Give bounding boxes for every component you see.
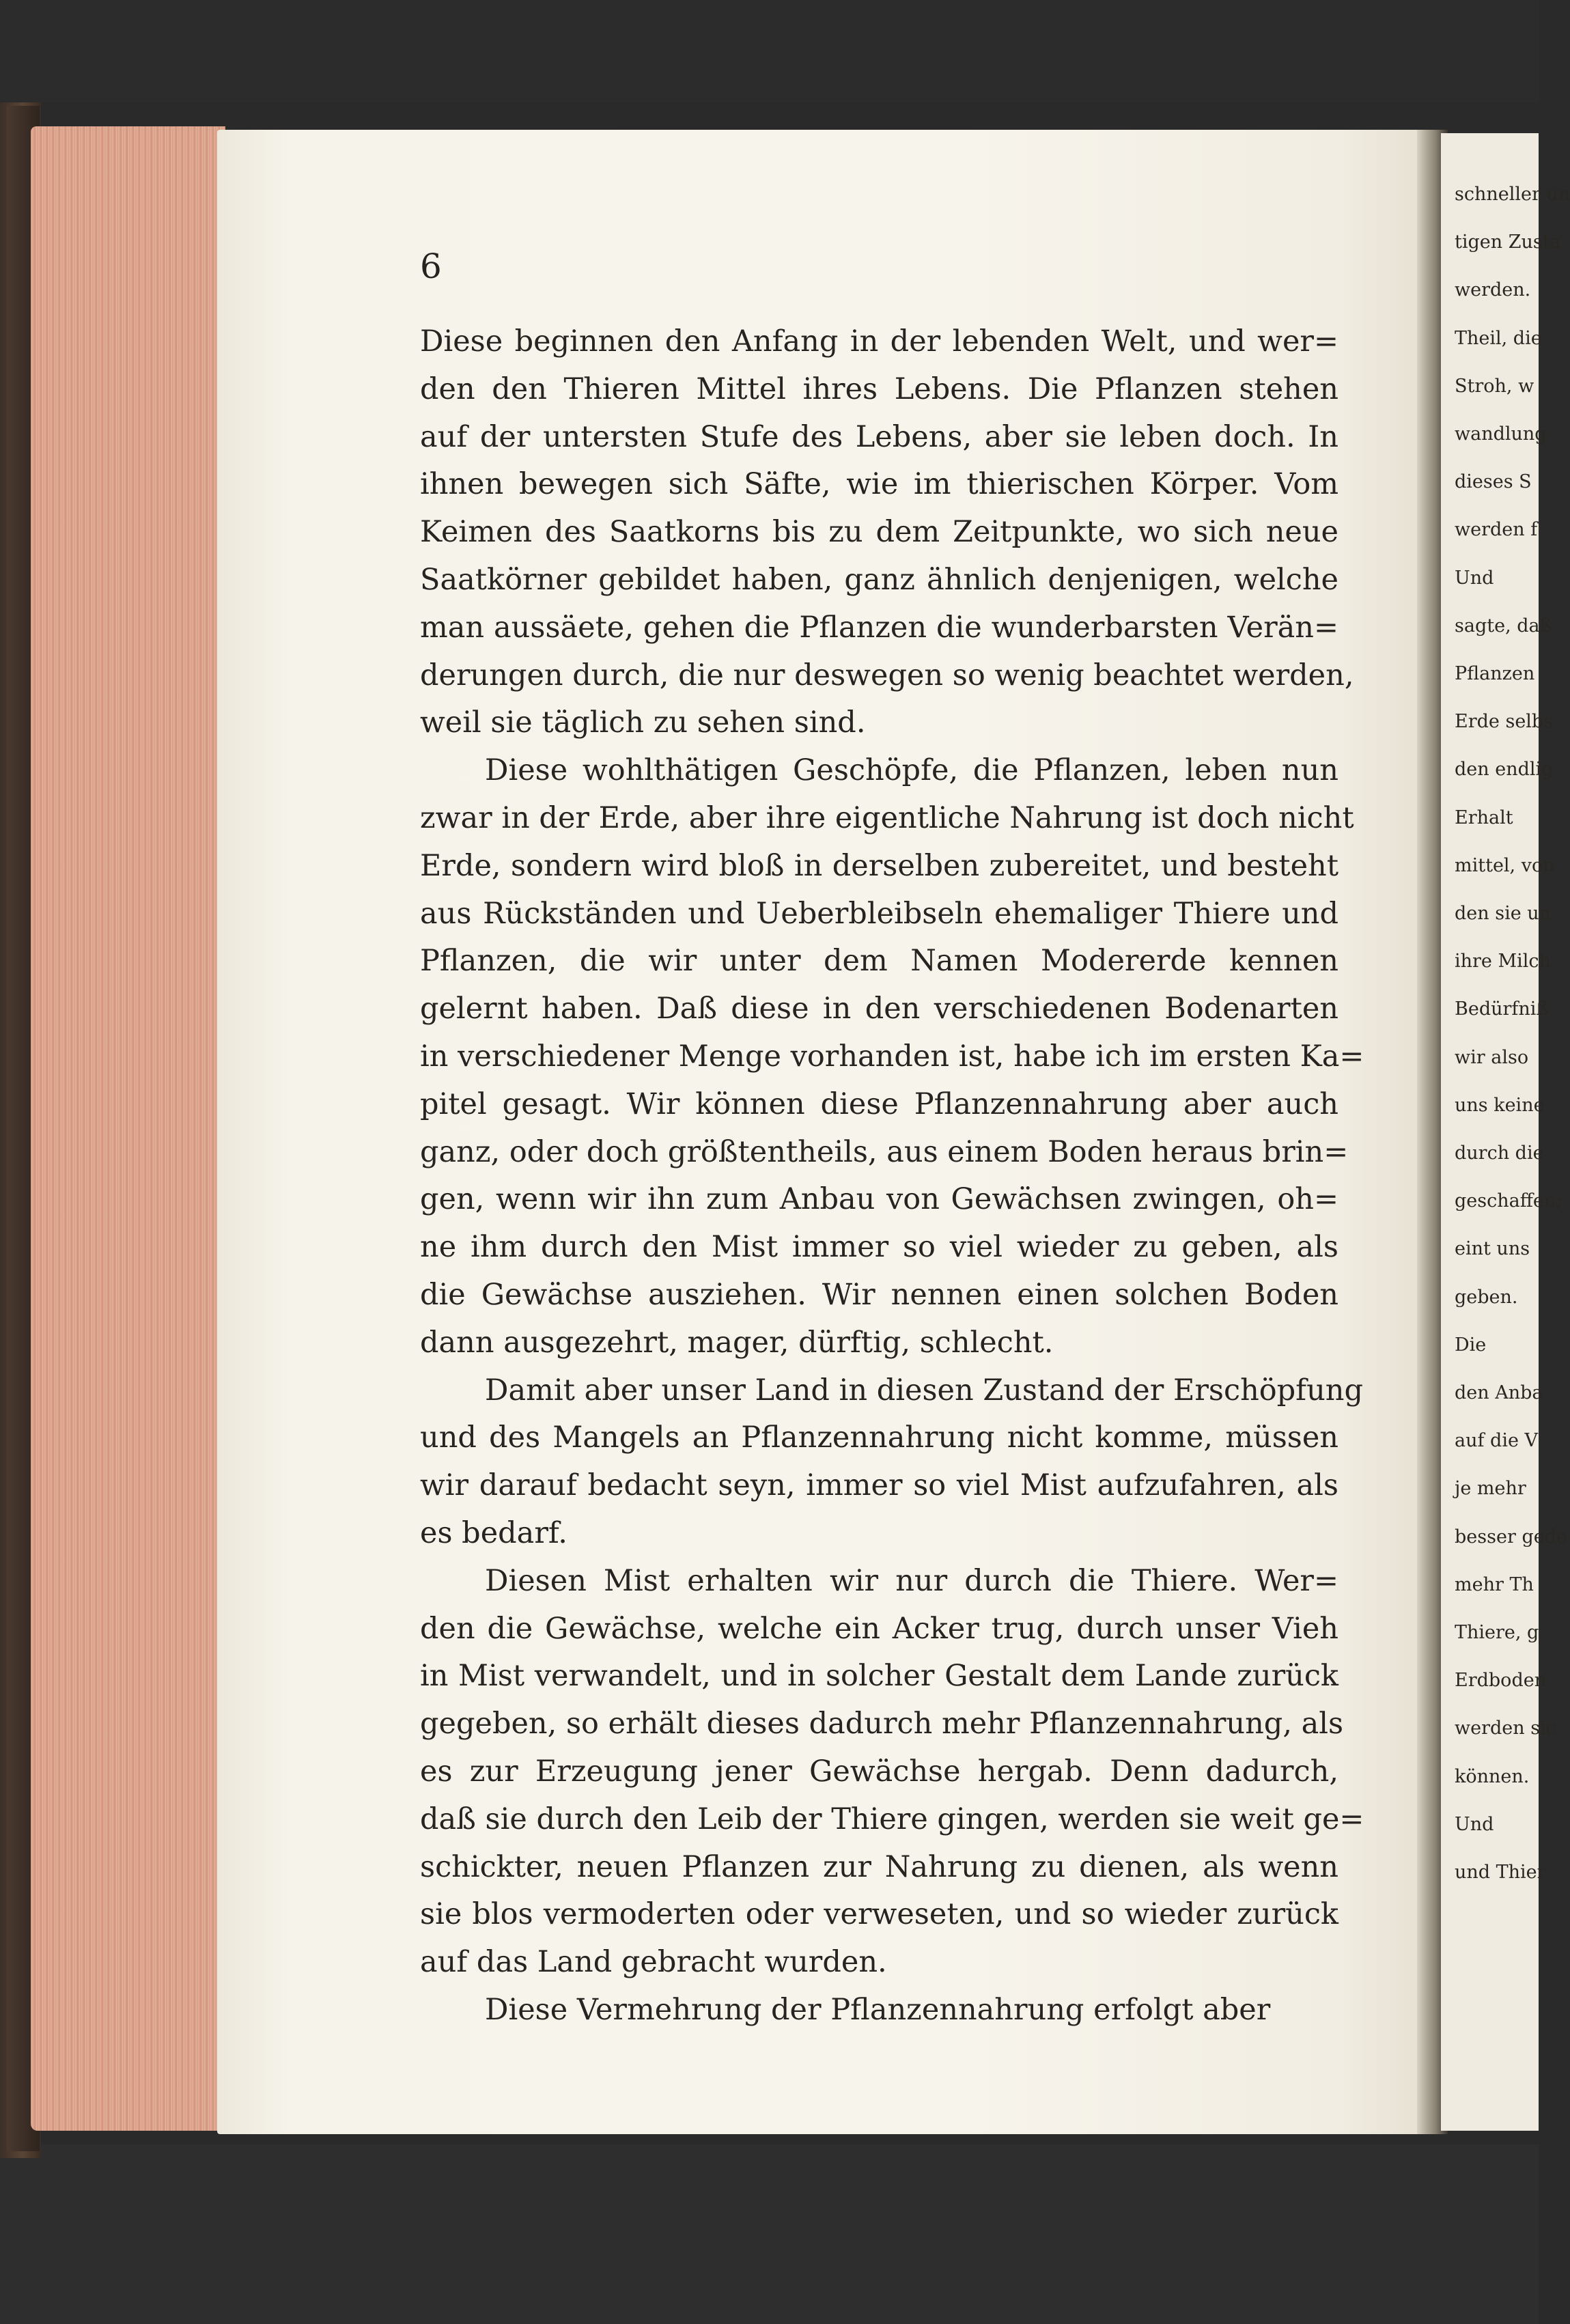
text-line: gegeben, so erhält dieses dadurch mehr Pflanzennahrung, als xyxy=(420,1707,1344,1741)
text-line: Diesen Mist erhalten wir nur durch die Thiere. Wer= xyxy=(485,1563,1338,1598)
text-line: den den Thieren Mittel ihres Lebens. Die Pflanzen stehen xyxy=(420,372,1338,406)
right-page-line: können. xyxy=(1455,1765,1530,1787)
text-line: es bedarf. xyxy=(420,1516,567,1550)
right-page-line: Erhalt xyxy=(1455,807,1513,828)
right-page-line: werden. xyxy=(1455,279,1531,301)
right-page-line: geben. xyxy=(1455,1286,1518,1308)
text-line: ihnen bewegen sich Säfte, wie im thierischen Körper. Vom xyxy=(420,467,1338,502)
page-number: 6 xyxy=(420,247,442,286)
right-page-line: Und xyxy=(1455,1813,1494,1835)
text-line: Saatkörner gebildet haben, ganz ähnlich denjenigen, welche xyxy=(420,563,1338,597)
right-page-line: Die xyxy=(1455,1334,1487,1356)
right-page-line: durch die xyxy=(1455,1143,1544,1164)
right-page-line: uns keine xyxy=(1455,1094,1545,1116)
right-page-line: tigen Zusta xyxy=(1455,232,1561,253)
text-line: gelernt haben. Daß diese in den verschiedenen Bodenarten xyxy=(420,992,1338,1026)
right-page-line: mehr Th xyxy=(1455,1573,1534,1595)
text-line: sie blos vermoderten oder verweseten, und so wieder zurück xyxy=(420,1897,1338,1932)
text-line: man aussäete, gehen die Pflanzen die wunderbarsten Verän= xyxy=(420,610,1338,645)
text-line: daß sie durch den Leib der Thiere gingen, werden sie weit ge= xyxy=(420,1802,1364,1836)
text-line: pitel gesagt. Wir können diese Pflanzennahrung aber auch xyxy=(420,1087,1338,1121)
right-page-line: wir also xyxy=(1455,1046,1529,1068)
right-page-line: Thiere, g xyxy=(1455,1622,1539,1643)
right-page-line: Bedürfniß xyxy=(1455,998,1549,1020)
right-page-line: auf die V xyxy=(1455,1430,1539,1452)
text-line: auf das Land gebracht wurden. xyxy=(420,1945,887,1980)
text-line: in Mist verwandelt, und in solcher Gestalt dem Lande zurück xyxy=(420,1659,1338,1694)
text-line: den die Gewächse, welche ein Acker trug, durch unser Vieh xyxy=(420,1611,1338,1646)
right-page-line: schneller un xyxy=(1455,184,1570,205)
right-page-line: den endlig xyxy=(1455,759,1554,781)
text-line: gen, wenn wir ihn zum Anbau von Gewächsen zwingen, oh= xyxy=(420,1182,1338,1217)
text-line: schickter, neuen Pflanzen zur Nahrung zu dienen, als wenn xyxy=(420,1849,1338,1884)
text-line: in verschiedener Menge vorhanden ist, habe ich im ersten Ka= xyxy=(420,1039,1364,1074)
text-line: es zur Erzeugung jener Gewächse hergab. Denn dadurch, xyxy=(420,1754,1338,1789)
right-page-line: Theil, die xyxy=(1455,327,1542,349)
right-page-line: Stroh, w xyxy=(1455,375,1534,397)
right-page-partial xyxy=(1441,133,1570,2131)
text-line: und des Mangels an Pflanzennahrung nicht komme, müssen xyxy=(420,1420,1338,1455)
right-page-line: dieses S xyxy=(1455,471,1532,493)
right-page-line: den sie un xyxy=(1455,903,1552,924)
text-line: Erde, sondern wird bloß in derselben zubereitet, und besteht xyxy=(420,848,1338,883)
text-line: Diese Vermehrung der Pflanzennahrung erfolgt aber xyxy=(485,1993,1271,2027)
right-page-line: besser gede xyxy=(1455,1526,1567,1548)
page-edges-red xyxy=(31,126,225,2131)
right-page-line: Erdboden xyxy=(1455,1670,1547,1692)
text-line: zwar in der Erde, aber ihre eigentliche Nahrung ist doch nicht xyxy=(420,801,1354,835)
text-line: Pflanzen, die wir unter dem Namen Modererde kennen xyxy=(420,944,1338,979)
dark-background-top xyxy=(0,0,1539,102)
text-line: Keimen des Saatkorns bis zu dem Zeitpunkte, wo sich neue xyxy=(420,515,1338,550)
right-page-line: werden sic xyxy=(1455,1718,1556,1739)
text-line: auf der untersten Stufe des Lebens, aber sie leben doch. In xyxy=(420,419,1338,454)
text-line: weil sie täglich zu sehen sind. xyxy=(420,705,866,740)
right-page-line: den Anba xyxy=(1455,1382,1543,1403)
text-line: Diese wohlthätigen Geschöpfe, die Pflanzen, leben nun xyxy=(485,753,1338,788)
text-line: dann ausgezehrt, mager, dürftig, schlecht. xyxy=(420,1325,1054,1360)
right-page-line: Pflanzen xyxy=(1455,663,1535,684)
text-line: aus Rückständen und Ueberbleibseln ehemaliger Thiere und xyxy=(420,896,1338,931)
text-line: ganz, oder doch größtentheils, aus einem Boden heraus brin= xyxy=(420,1134,1349,1169)
text-line: Damit aber unser Land in diesen Zustand der Erschöpfung xyxy=(485,1373,1364,1408)
right-page-line: werden f xyxy=(1455,519,1538,541)
text-line: derungen durch, die nur deswegen so wenig beachtet werden, xyxy=(420,658,1354,692)
text-line: Diese beginnen den Anfang in der lebenden Welt, und wer= xyxy=(420,324,1338,359)
right-page-line: und Thier xyxy=(1455,1862,1546,1883)
text-line: die Gewächse ausziehen. Wir nennen einen solchen Boden xyxy=(420,1278,1338,1312)
right-page-line: mittel, von xyxy=(1455,854,1555,876)
right-page-line: Und xyxy=(1455,567,1494,589)
right-page-line: Erde selbs xyxy=(1455,711,1554,733)
right-page-line: je mehr xyxy=(1455,1478,1526,1500)
right-page-line: ihre Milch xyxy=(1455,951,1551,972)
text-line: ne ihm durch den Mist immer so viel wieder zu geben, als xyxy=(420,1230,1338,1265)
text-line: wir darauf bedacht seyn, immer so viel Mist aufzufahren, als xyxy=(420,1468,1338,1503)
right-page-line: wandlung xyxy=(1455,423,1547,445)
right-page-line: eint uns xyxy=(1455,1238,1530,1260)
right-page-line: sagte, daß xyxy=(1455,615,1552,636)
right-page-line: geschaffen; xyxy=(1455,1190,1562,1212)
dark-background-bottom xyxy=(0,2144,1539,2324)
